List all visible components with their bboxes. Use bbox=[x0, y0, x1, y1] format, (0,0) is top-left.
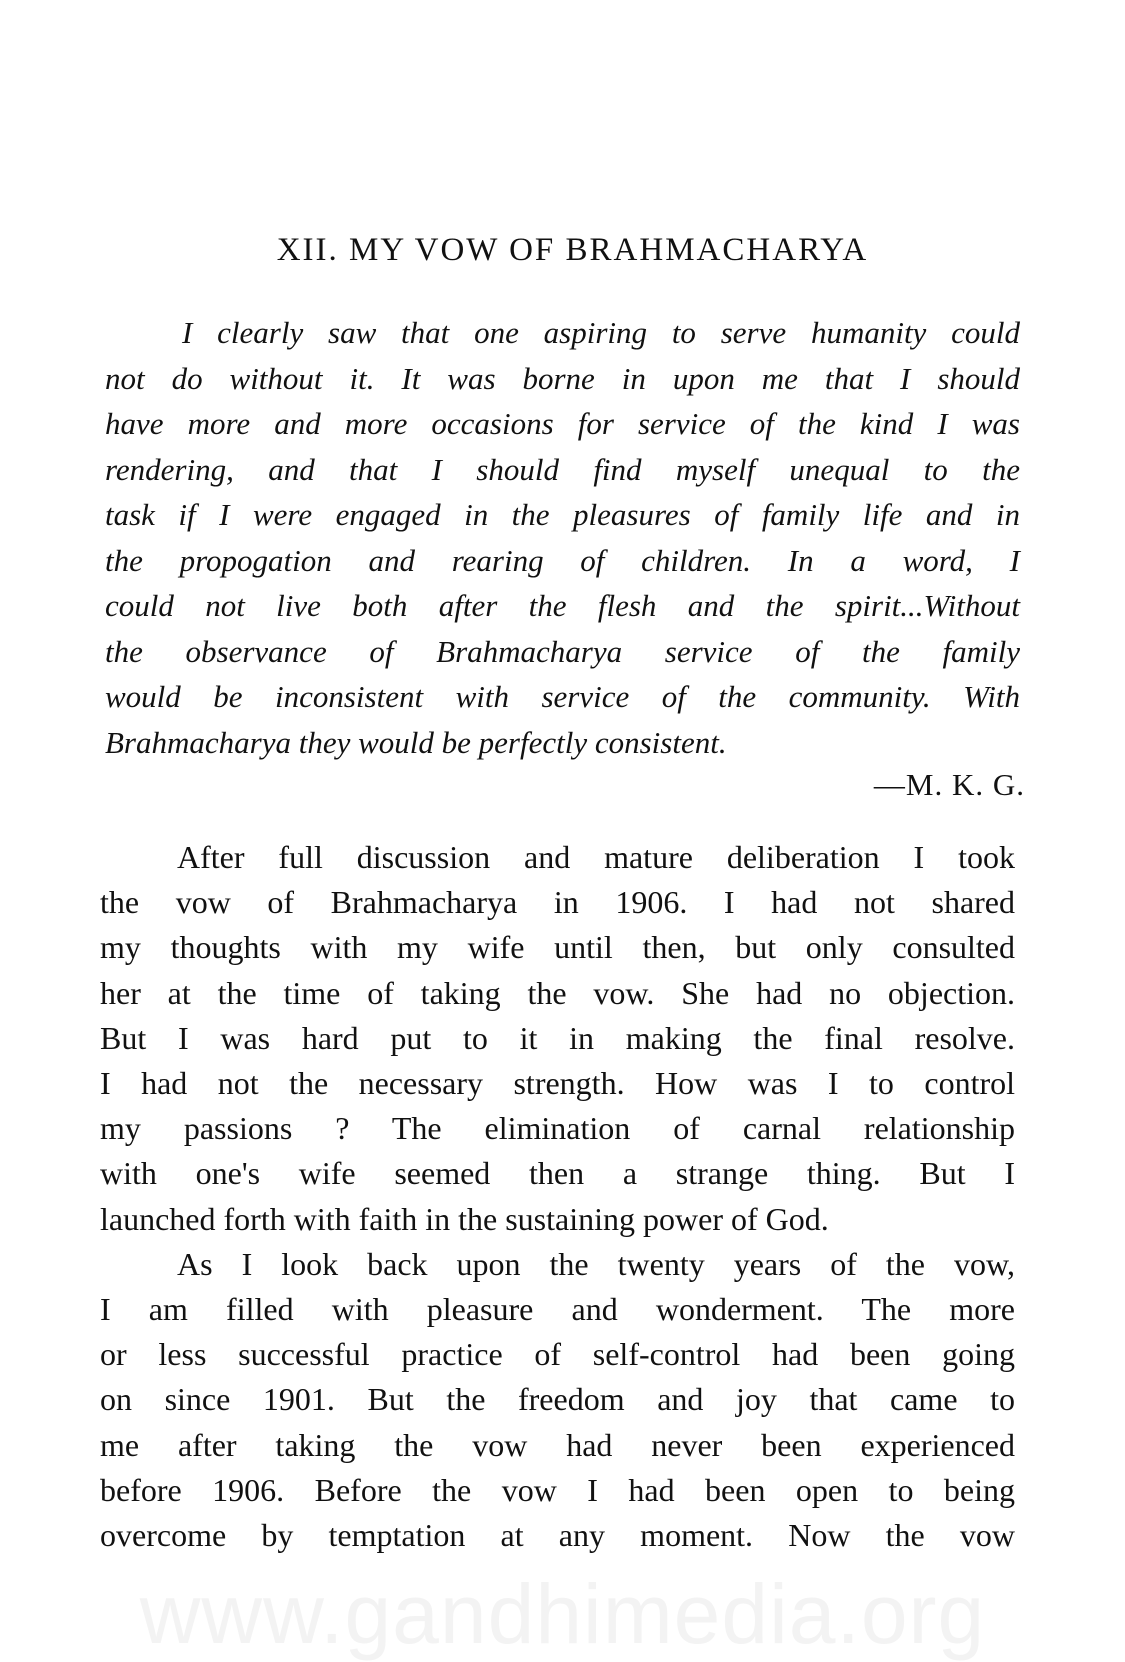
epigraph-line: task if I were engaged in the pleasures of family life and in bbox=[105, 497, 1020, 532]
body-line: overcome by temptation at any moment. Now the vow bbox=[100, 1517, 1015, 1554]
body-line: with one's wife seemed then a strange thing. But I bbox=[100, 1155, 1015, 1192]
chapter-title: XII. MY VOW OF BRAHMACHARYA bbox=[276, 232, 869, 268]
body-line: my thoughts with my wife until then, but only consulted bbox=[100, 929, 1015, 966]
epigraph-line: the propogation and rearing of children. In a word, I bbox=[105, 542, 1020, 578]
epigraph-line: not do without it. It was borne in upon me that I should bbox=[105, 360, 1020, 396]
body-line: on since 1901. But the freedom and joy that came to bbox=[100, 1381, 1015, 1418]
body-line: my passions ? The elimination of carnal relationship bbox=[100, 1110, 1015, 1147]
body-line: But I was hard put to it in making the final resolve. bbox=[100, 1019, 1015, 1056]
epigraph-line: have more and more occasions for service of the kind I was bbox=[105, 406, 1020, 441]
body-line: After full discussion and mature deliberation I took bbox=[177, 839, 1015, 875]
body-line: I had not the necessary strength. How was I to control bbox=[100, 1065, 1015, 1102]
body-text bbox=[100, 835, 1015, 1558]
watermark: www.gandhimedia.org bbox=[139, 1567, 986, 1661]
body-line: the vow of Brahmacharya in 1906. I had not shared bbox=[100, 884, 1015, 921]
epigraph-attribution: —M. K. G. bbox=[873, 767, 1025, 802]
epigraph-line: would be inconsistent with service of the community. With bbox=[105, 679, 1020, 714]
epigraph-quote bbox=[105, 310, 1020, 765]
body-line: As I look back upon the twenty years of the vow, bbox=[177, 1245, 1015, 1282]
epigraph-line: the observance of Brahmacharya service of the family bbox=[105, 633, 1020, 669]
epigraph-line: I clearly saw that one aspiring to serve humanity could bbox=[182, 315, 1020, 350]
epigraph-line: rendering, and that I should find myself unequal to the bbox=[105, 451, 1020, 487]
body-line: launched forth with faith in the sustaining power of God. bbox=[100, 1200, 829, 1237]
body-line: me after taking the vow had never been experienced bbox=[100, 1426, 1015, 1463]
epigraph-line: Brahmacharya they would be perfectly consistent. bbox=[105, 724, 727, 760]
epigraph-line: could not live both after the flesh and the spirit...Without bbox=[105, 588, 1020, 623]
body-line: or less successful practice of self-control had been going bbox=[100, 1336, 1015, 1373]
body-line: before 1906. Before the vow I had been open to being bbox=[100, 1471, 1015, 1508]
body-line: I am filled with pleasure and wonderment. The more bbox=[100, 1291, 1015, 1328]
body-line: her at the time of taking the vow. She had no objection. bbox=[100, 974, 1015, 1011]
